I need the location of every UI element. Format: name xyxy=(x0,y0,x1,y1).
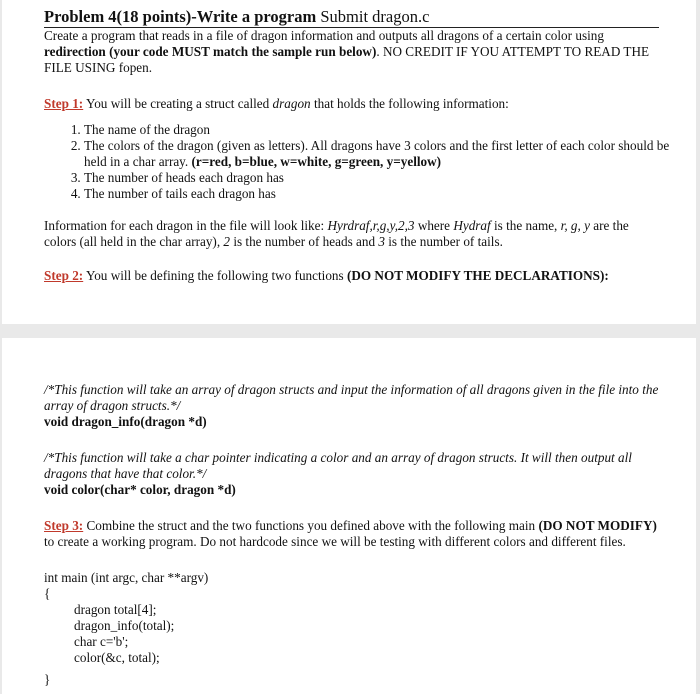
code-line: } xyxy=(44,672,51,687)
info-paragraph xyxy=(44,218,664,250)
page-one xyxy=(2,0,696,324)
dragon-info-list xyxy=(44,122,674,202)
page-two xyxy=(2,338,696,694)
info-italic: 3 xyxy=(378,234,385,249)
step1-label: Step 1: xyxy=(44,96,84,111)
intro-paragraph xyxy=(44,28,664,76)
intro-text-2: . NO CREDIT IF YOU ATTEMPT TO READ THE FILE USING fopen. xyxy=(44,44,650,75)
step2-label: Step 2: xyxy=(44,268,84,283)
step3-bold: (DO NOT MODIFY) xyxy=(538,518,657,533)
intro-bold: redirection (your code MUST match the sample run below) xyxy=(44,44,377,59)
decl-color: void color(char* color, dragon *d) xyxy=(44,482,236,497)
step1-text-2: that holds the following information: xyxy=(310,96,509,111)
code-line: { xyxy=(44,586,51,601)
comment-color: /*This function will take a char pointer indicating a color and an array of dragon structs. It will then output all dragons that have that color.*/ xyxy=(44,450,632,481)
info-text: is the name, xyxy=(490,218,561,233)
step3-text-2: to create a working program. Do not hardcode since we will be testing with different colors and different files. xyxy=(44,534,626,549)
info-text: is the number of tails. xyxy=(384,234,503,249)
comment-dragon-info: /*This function will take an array of dragon structs and input the information of all dragons given in the file into the array of dragon structs.*/ xyxy=(44,382,659,413)
step2-paragraph xyxy=(44,268,664,284)
main-code-block xyxy=(44,570,696,688)
intro-text-1: Create a program that reads in a file of dragon information and outputs all dragons of a certain color using xyxy=(44,28,604,43)
code-line: color(&c, total); xyxy=(74,650,160,665)
info-text: is the number of heads and xyxy=(230,234,379,249)
code-line: dragon_info(total); xyxy=(74,618,175,633)
step3-label: Step 3: xyxy=(44,518,84,533)
info-text: are the colors (all held in the char array), xyxy=(44,218,629,249)
step1-text-1: You will be creating a struct called xyxy=(83,96,273,111)
info-italic: r, g, y xyxy=(560,218,590,233)
info-italic: 2 xyxy=(223,234,231,249)
list-item-bold: (r=red, b=blue, w=white, g=green, y=yellow) xyxy=(188,154,442,169)
info-text: where xyxy=(414,218,454,233)
step1-italic: dragon xyxy=(272,96,311,111)
list-item: 1. The name of the dragon xyxy=(84,122,674,138)
step2-bold: (DO NOT MODIFY THE DECLARATIONS): xyxy=(346,268,609,283)
code-line: dragon total[4]; xyxy=(74,602,157,617)
info-italic: Hydraf xyxy=(453,218,491,233)
problem-title-bold: Problem 4(18 points)-Write a program xyxy=(44,7,317,26)
list-item: 3. The number of heads each dragon has xyxy=(84,170,674,186)
step1-paragraph xyxy=(44,96,664,112)
step2-text: You will be defining the following two functions xyxy=(83,268,347,283)
code-line: char c='b'; xyxy=(74,634,129,649)
info-text: Information for each dragon in the file will look like: xyxy=(44,218,328,233)
problem-title-rest: Submit dragon.c xyxy=(316,7,430,26)
problem-title xyxy=(44,7,659,28)
step3-text-1: Combine the struct and the two functions you defined above with the following main xyxy=(83,518,539,533)
list-item-text: The colors of the dragon (given as letters). All dragons have 3 colors and the first letter of each color should be held in a char array. xyxy=(84,138,670,169)
step3-paragraph xyxy=(44,518,664,550)
info-italic: Hyrdraf,r,g,y,2,3 xyxy=(327,218,415,233)
code-line: int main (int argc, char **argv) xyxy=(44,570,209,585)
list-item xyxy=(84,138,674,170)
decl-dragon-info: void dragon_info(dragon *d) xyxy=(44,414,207,429)
list-item: 4. The number of tails each dragon has xyxy=(84,186,674,202)
